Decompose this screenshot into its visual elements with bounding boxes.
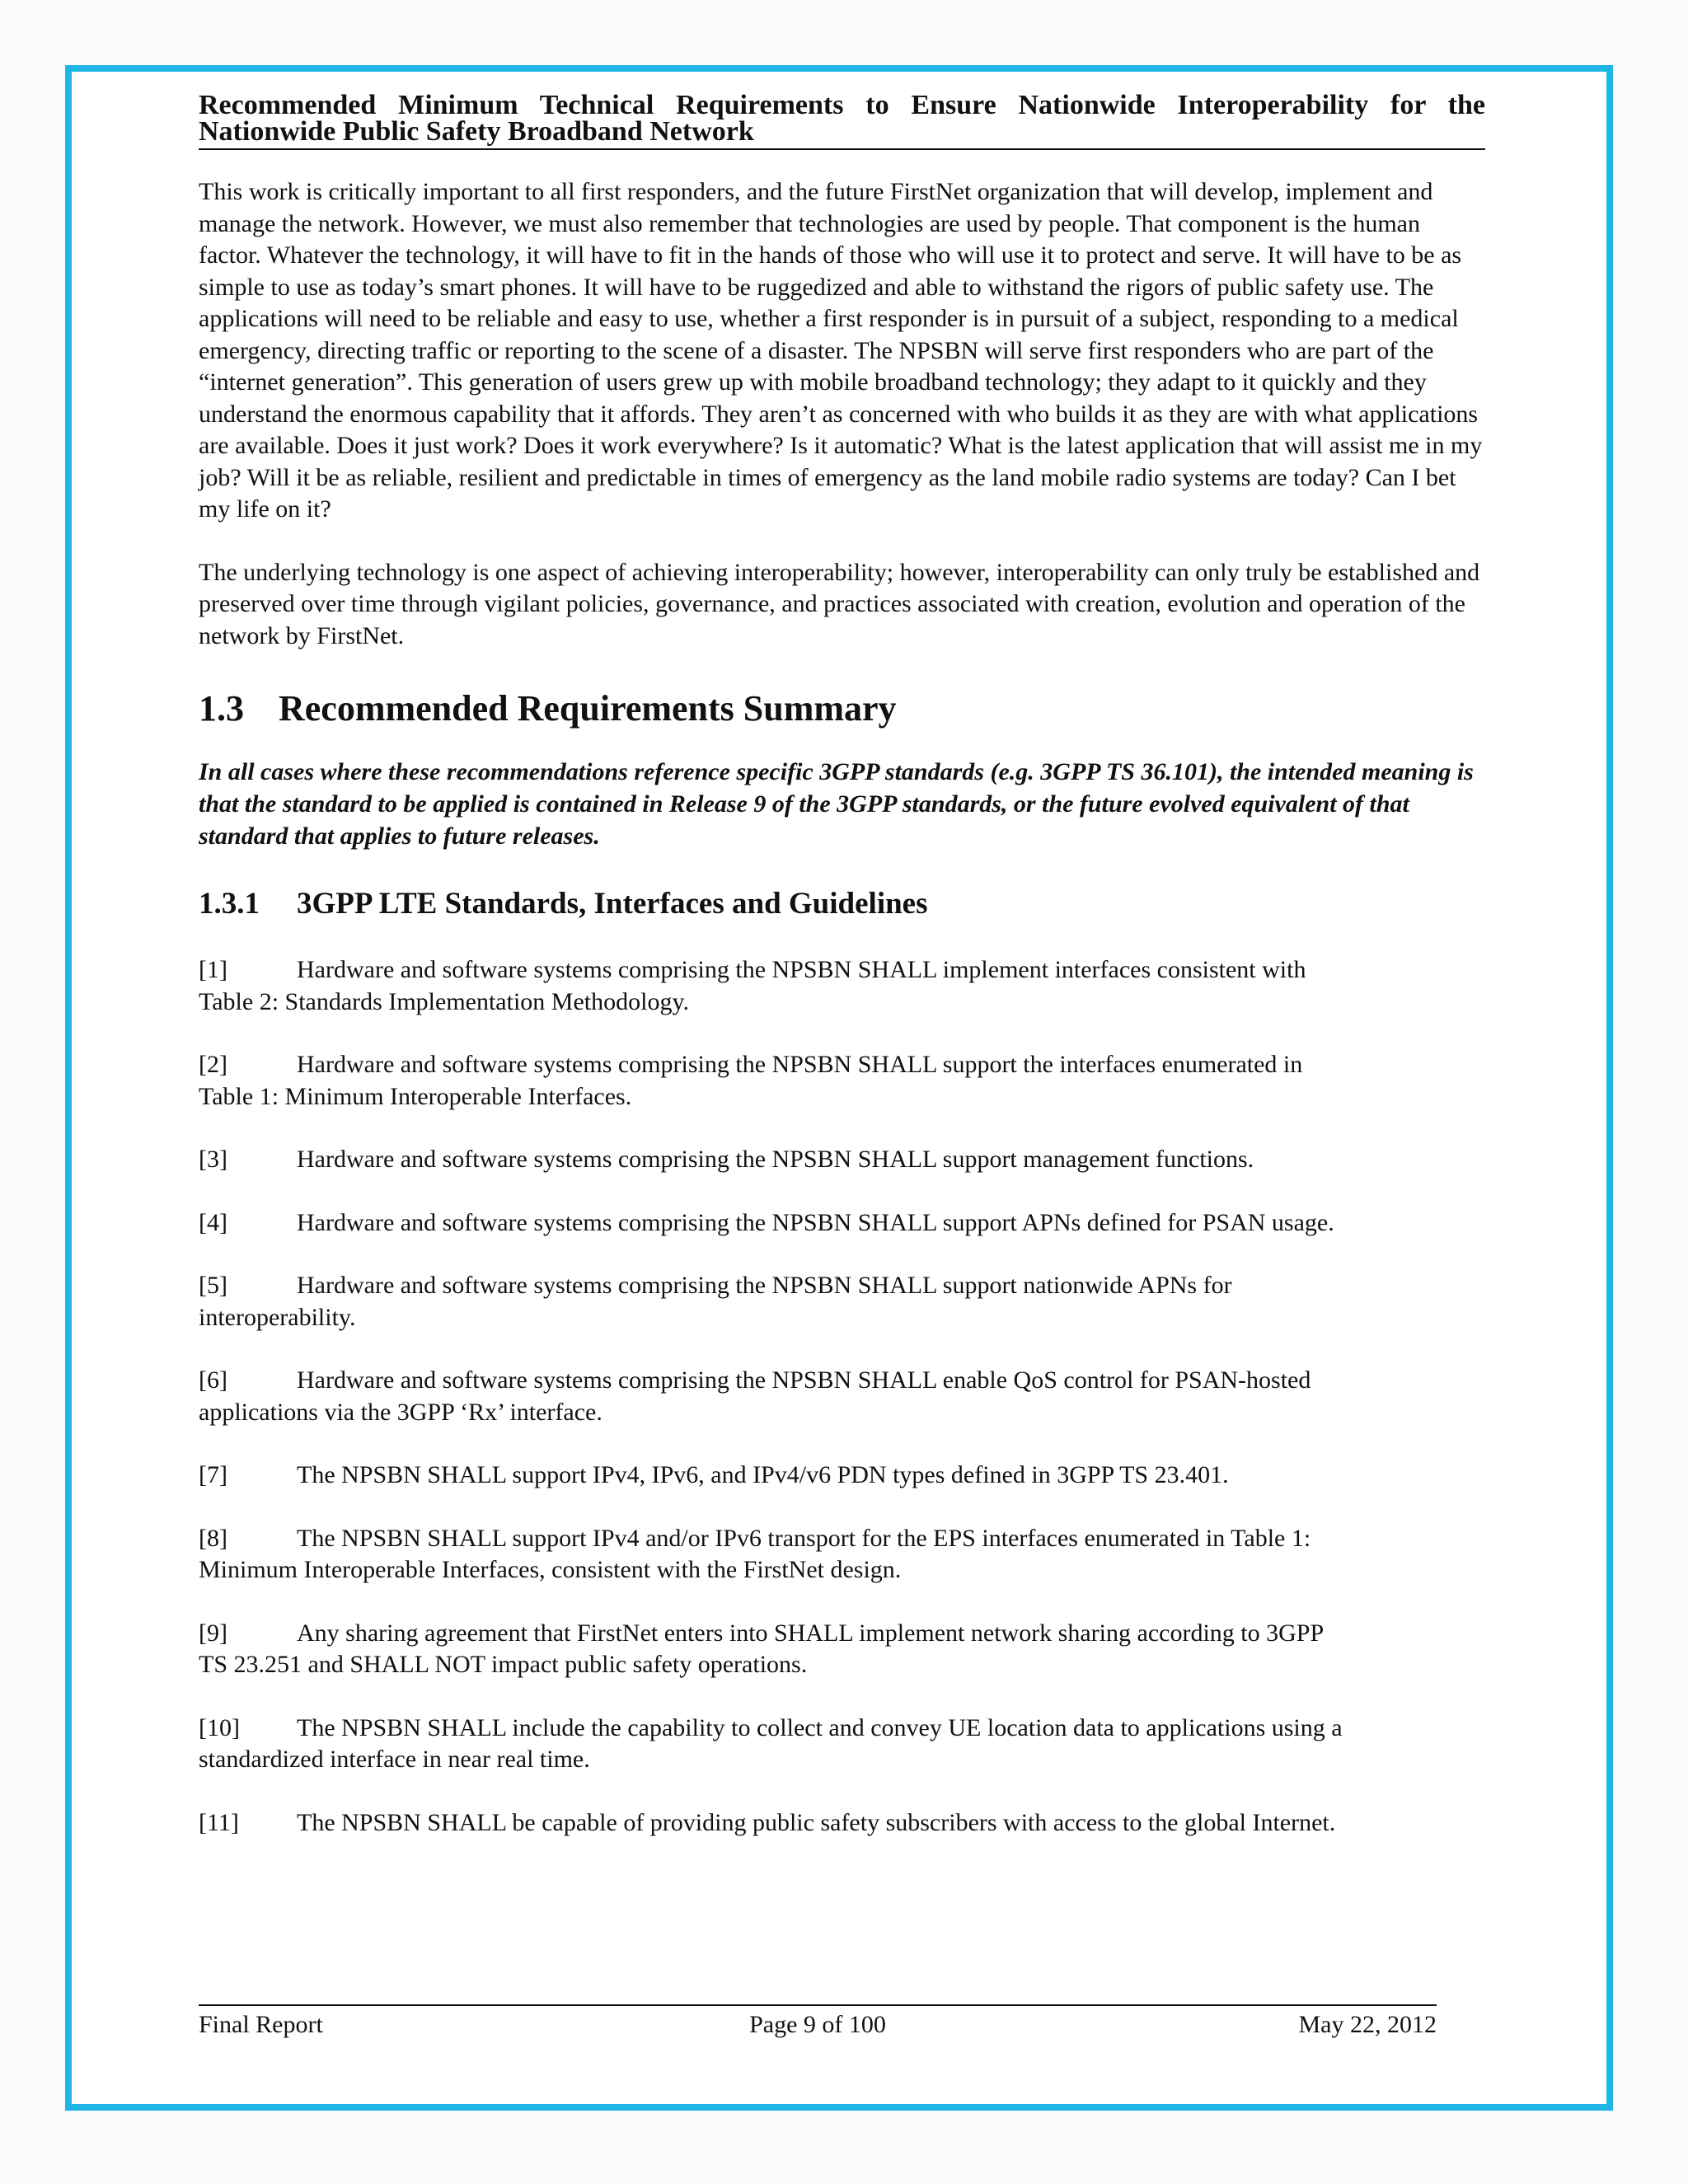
footer-page-number: Page 9 of 100 <box>749 2011 886 2038</box>
requirement-item: [5] Hardware and software systems comprising the NPSBN SHALL support nationwide APNs for interoperability. <box>199 1272 1232 1331</box>
subsection-number: 1.3.1 <box>199 887 260 921</box>
requirements-list <box>199 954 1485 1839</box>
requirement-item: [9] Any sharing agreement that FirstNet enters into SHALL implement network sharing according to 3GPP TS 23.251 and SHALL NOT impact public safety operations. <box>199 1619 1325 1678</box>
running-header: Recommended Minimum Technical Requirements to Ensure Nationwide Interoperability for the Nationwide Public Safety Broadband Network <box>199 92 1485 150</box>
page-content <box>199 92 1485 1839</box>
requirement-item: [3] Hardware and software systems comprising the NPSBN SHALL support management functions. <box>199 1146 1254 1173</box>
intro-paragraph-1: This work is critically important to all first responders, and the future FirstNet organization that will develop, implement and manage the network. However, we must also remember that technologies are used by people. That component is the human factor. Whatever the technology, it will have to fit in the hands of those who will use it to protect and serve. It will have to be as simple to use as today’s smart phones. It will have to be ruggedized and able to withstand the rigors of public safety use. The applications will need to be reliable and easy to use, whether a first responder is in pursuit of a subject, responding to a medical emergency, directing traffic or reporting to the scene of a disaster. The NPSBN will serve first responders who are part of the “internet generation”. This generation of users grew up with mobile broadband technology; they adapt to it quickly and they understand the enormous capability that it affords. They aren’t as concerned with who builds it as they are with what applications are available. Does it just work? Does it work everywhere? Is it automatic? What is the latest application that will assist me in my job? Will it be as reliable, resilient and predictable in times of emergency as the land mobile radio systems are today? Can I bet my life on it? <box>199 178 1483 523</box>
footer-report-label: Final Report <box>199 2011 323 2038</box>
requirement-item: [4] Hardware and software systems comprising the NPSBN SHALL support APNs defined for PSAN usage. <box>199 1208 1334 1236</box>
requirement-item: [7] The NPSBN SHALL support IPv4, IPv6, and IPv4/v6 PDN types defined in 3GPP TS 23.401. <box>199 1461 1229 1488</box>
requirement-item: [10] The NPSBN SHALL include the capability to collect and convey UE location data to applications using a standardized interface in near real time. <box>199 1713 1343 1773</box>
section-number: 1.3 <box>199 688 244 729</box>
section-title: Recommended Requirements Summary <box>279 688 897 729</box>
intro-paragraph-2: The underlying technology is one aspect of achieving interoperability; however, interoperability can only truly be established and preserved over time through vigilant policies, governance, and practices associated with creation, evolution and operation of the network by FirstNet. <box>199 558 1480 649</box>
requirement-item: [8] The NPSBN SHALL support IPv4 and/or IPv6 transport for the EPS interfaces enumerated in Table 1: Minimum Interoperable Interfaces, consistent with the FirstNet design. <box>199 1524 1311 1583</box>
footer-date: May 22, 2012 <box>1298 2011 1437 2038</box>
release-note: In all cases where these recommendations reference specific 3GPP standards (e.g. 3GPP TS 36.101), the intended meaning is that the standard to be applied is contained in Release 9 of the 3GPP standards, or the future evolved equivalent of that standard that applies to future releases. <box>199 758 1474 850</box>
subsection-title: 3GPP LTE Standards, Interfaces and Guidelines <box>297 887 928 921</box>
page-footer <box>199 2004 1437 2038</box>
section-heading <box>199 688 1485 729</box>
requirement-item: [6] Hardware and software systems comprising the NPSBN SHALL enable QoS control for PSAN-hosted applications via the 3GPP ‘Rx’ interface. <box>199 1366 1311 1426</box>
subsection-heading <box>199 887 1485 921</box>
requirement-item: [11] The NPSBN SHALL be capable of providing public safety subscribers with access to the global Internet. <box>199 1808 1336 1836</box>
requirement-item: [2] Hardware and software systems comprising the NPSBN SHALL support the interfaces enumerated in Table 1: Minimum Interoperable Interfaces. <box>199 1051 1303 1110</box>
requirement-item: [1] Hardware and software systems comprising the NPSBN SHALL implement interfaces consistent with Table 2: Standards Implementation Methodology. <box>199 956 1306 1015</box>
